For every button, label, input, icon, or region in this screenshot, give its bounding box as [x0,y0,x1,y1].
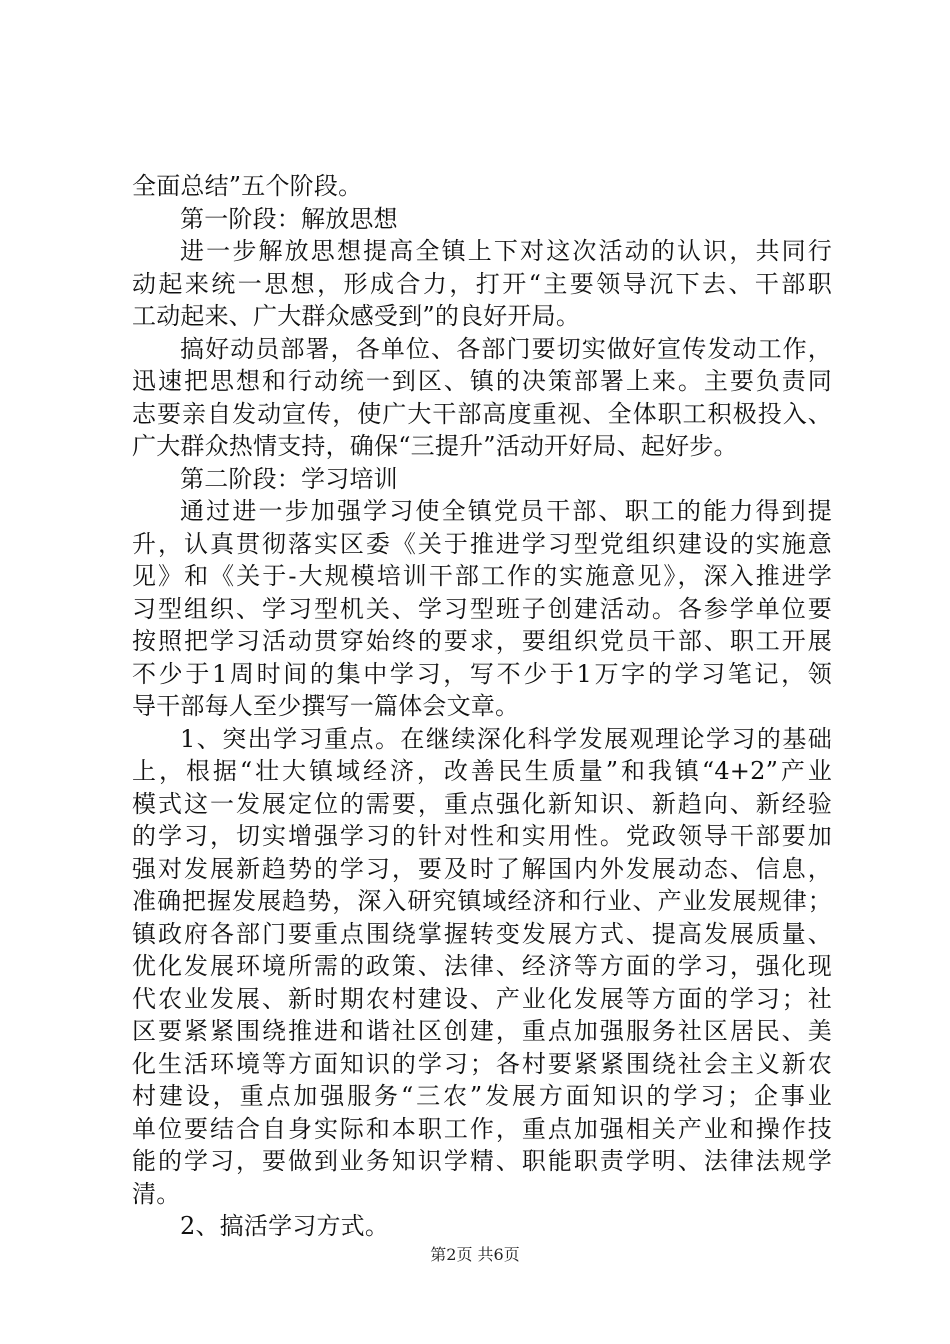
text-line: 按照把学习活动贯穿始终的要求，要组织党员干部、职工开展 [132,627,832,655]
text-line: 不少于1周时间的集中学习，写不少于1万字的学习笔记，领 [132,659,832,688]
text-line: 广大群众热情支持，确保“三提升”活动开好局、起好步。 [132,432,738,460]
text-line: 全面总结”五个阶段。 [132,172,363,200]
text-line: 强对发展新趋势的学习，要及时了解国内外发展动态、信息， [132,854,832,883]
text-line: 代农业发展、新时期农村建设、产业化发展等方面的学习；社 [132,984,832,1013]
text-line: 能的学习，要做到业务知识学精、职能职责学明、法律法规学 [132,1147,832,1175]
text-line: 模式这一发展定位的需要，重点强化新知识、新趋向、新经验 [132,789,832,818]
text-line: 的学习，切实增强学习的针对性和实用性。党政领导干部要加 [132,822,832,850]
section-heading-stage-1: 第一阶段：解放思想 [180,204,398,233]
text-line: 升，认真贯彻落实区委《关于推进学习型党组织建设的实施意 [132,529,832,558]
page-footer: 第2页 共6页 [430,1245,520,1264]
text-line: 习型组织、学习型机关、学习型班子创建活动。各参学单位要 [132,594,832,623]
text-line: 志要亲自发动宣传，使广大干部高度重视、全体职工积极投入、 [132,399,832,428]
text-line: 村建设，重点加强服务“三农”发展方面知识的学习；企事业 [132,1082,832,1110]
text-line: 2、搞活学习方式。 [180,1212,390,1240]
text-line: 通过进一步加强学习使全镇党员干部、职工的能力得到提 [180,497,832,525]
text-line: 清。 [132,1179,181,1208]
text-line: 工动起来、广大群众感受到”的良好开局。 [132,302,581,330]
text-line: 1、突出学习重点。在继续深化科学发展观理论学习的基础 [180,724,832,753]
text-line: 镇政府各部门要重点围绕掌握转变发展方式、提高发展质量、 [132,919,832,948]
document-body [132,170,832,1243]
text-line: 搞好动员部署，各单位、各部门要切实做好宣传发动工作， [180,334,832,363]
text-line: 准确把握发展趋势，深入研究镇域经济和行业、产业发展规律； [132,887,832,915]
text-line: 进一步解放思想提高全镇上下对这次活动的认识，共同行 [180,237,832,265]
text-line: 迅速把思想和行动统一到区、镇的决策部署上来。主要负责同 [132,367,832,395]
text-line: 导干部每人至少撰写一篇体会文章。 [132,692,520,720]
section-heading-stage-2: 第二阶段：学习培训 [180,464,398,493]
text-line: 区要紧紧围绕推进和谐社区创建，重点加强服务社区居民、美 [132,1017,832,1045]
text-line: 上，根据“壮大镇域经济，改善民生质量”和我镇“4+2”产业 [132,757,832,785]
text-line: 化生活环境等方面知识的学习；各村要紧紧围绕社会主义新农 [132,1049,832,1078]
text-line: 动起来统一思想，形成合力，打开“主要领导沉下去、干部职 [132,269,832,298]
text-line: 单位要结合自身实际和本职工作，重点加强相关产业和操作技 [132,1114,832,1143]
text-line: 见》和《关于-大规模培训干部工作的实施意见》，深入推进学 [132,562,832,590]
text-line: 优化发展环境所需的政策、法律、经济等方面的学习，强化现 [132,952,832,980]
